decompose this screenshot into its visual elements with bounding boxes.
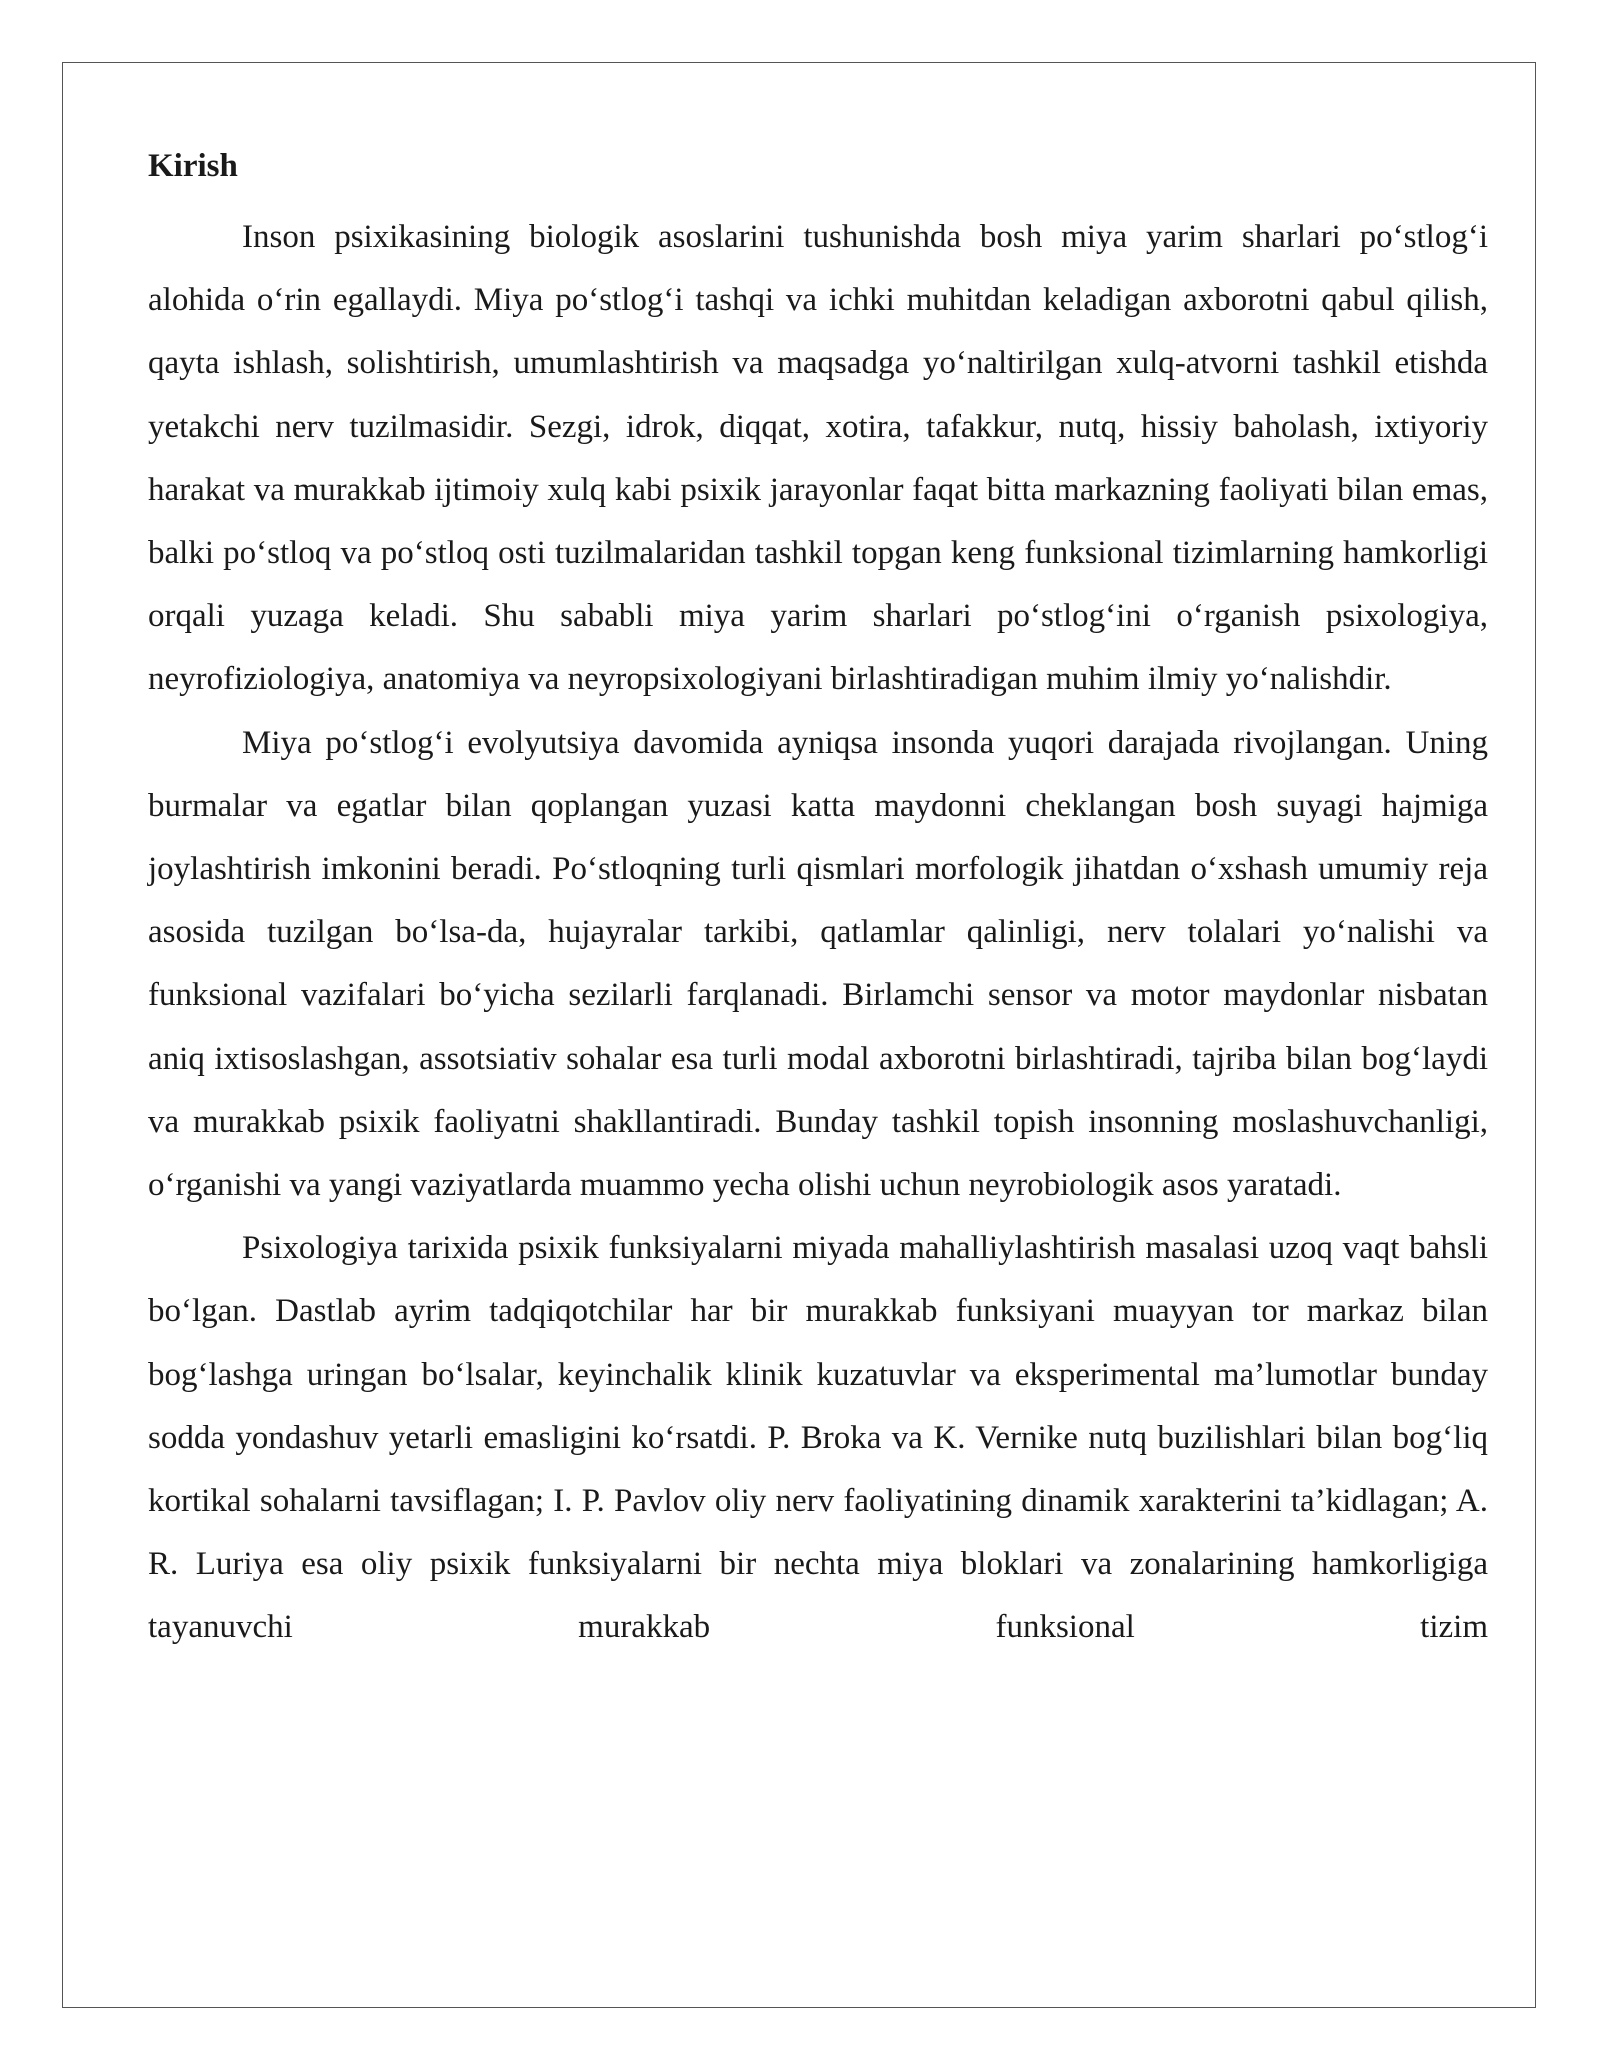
document-body (148, 144, 1488, 1660)
paragraph-2: Miya po‘stlog‘i evolyutsiya davomida ayniqsa insonda yuqori darajada rivojlangan. Uning burmalar va egatlar bilan qoplangan yuzasi katta maydonni cheklangan bosh suyagi hajmiga joylashtirish imkonini beradi. Po‘stloqning turli qismlari morfologik jihatdan o‘xshash umumiy reja asosida tuzilgan bo‘lsa-da, hujayralar tarkibi, qatlamlar qalinligi, nerv tolalari yo‘nalishi va funksional vazifalari bo‘yicha sezilarli farqlanadi. Birlamchi sensor va motor maydonlar nisbatan aniq ixtisoslashgan, assotsiativ sohalar esa turli modal axborotni birlashtiradi, tajriba bilan bog‘laydi va murakkab psixik faoliyatni shakllantiradi. Bunday tashkil topish insonning moslashuvchanligi, o‘rganishi va yangi vaziyatlarda muammo yecha olishi uchun neyrobiologik asos yaratadi. (148, 724, 1488, 1204)
paragraph-3: Psixologiya tarixida psixik funksiyalarni miyada mahalliylashtirish masalasi uzoq vaqt bahsli bo‘lgan. Dastlab ayrim tadqiqotchilar har bir murakkab funksiyani muayyan tor markaz bilan bog‘lashga uringan bo‘lsalar, keyinchalik klinik kuzatuvlar va eksperimental ma’lumotlar bunday sodda yondashuv yetarli emasligini ko‘rsatdi. P. Broka va K. Vernike nutq buzilishlari bilan bog‘liq kortikal sohalarni tavsiflagan; I. P. Pavlov oliy nerv faoliyatining dinamik xarakterini ta’kidlagan; A. R. Luriya esa oliy psixik funksiyalarni bir nechta miya bloklari va zonalarining hamkorligiga tayanuvchi murakkab funksional tizim (148, 1230, 1488, 1646)
section-heading: Kirish (148, 148, 238, 184)
paragraph-1: Inson psixikasining biologik asoslarini tushunishda bosh miya yarim sharlari po‘stlog‘i alohida o‘rin egallaydi. Miya po‘stlog‘i tashqi va ichki muhitdan keladigan axborotni qabul qilish, qayta ishlash, solishtirish, umumlashtirish va maqsadga yo‘naltirilgan xulq-atvorni tashkil etishda yetakchi nerv tuzilmasidir. Sezgi, idrok, diqqat, xotira, tafakkur, nutq, hissiy baholash, ixtiyoriy harakat va murakkab ijtimoiy xulq kabi psixik jarayonlar faqat bitta markazning faoliyati bilan emas, balki po‘stloq va po‘stloq osti tuzilmalaridan tashkil topgan keng funksional tizimlarning hamkorligi orqali yuzaga keladi. Shu sababli miya yarim sharlari po‘stlog‘ini o‘rganish psixologiya, neyrofiziologiya, anatomiya va neyropsixologiyani birlashtiradigan muhim ilmiy yo‘nalishdir. (148, 219, 1488, 698)
